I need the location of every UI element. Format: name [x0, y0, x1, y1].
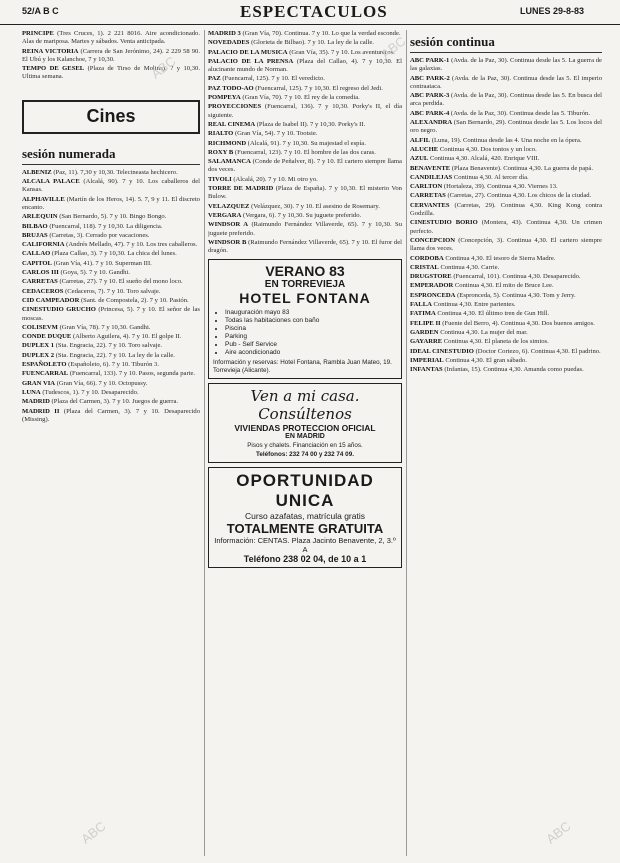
listing-entry: [22, 213, 200, 221]
venue-details: (Gran Vía, 70). Continua. 7 y 10. Lo que la verdad esconde.: [242, 30, 401, 37]
venue-details: Continua 4,30. Al tercer día.: [453, 173, 529, 181]
listing-entry: [208, 158, 402, 175]
listing-entry: [22, 241, 200, 249]
venue-details: (Plaza Callao, 3). 7 y 10,30. La chica del lunes.: [51, 250, 177, 258]
venue-details: (Concepción, 3). Continua 4,30. El cartero siempre llama dos veces.: [410, 236, 602, 253]
listing-entry: [22, 30, 200, 47]
venue-name: CAPITOL: [22, 259, 52, 267]
venue-details: (Alcalá, 91). 7 y 10,30. Su majestad el espía.: [247, 139, 366, 147]
ad-phone: Teléfono 238 02 04, de 10 a 1: [243, 553, 367, 564]
listing-entry: [22, 408, 200, 425]
listing-entry: [410, 329, 602, 337]
venue-details: (Fuencarral, 101). Continua 4,30. Desaparecido.: [453, 273, 581, 281]
venue-name: MADRID II: [22, 407, 60, 415]
venue-name: NOVEDADES: [208, 39, 250, 47]
venue-details: Continua 4,30. La mujer del mar.: [440, 328, 528, 336]
venue-details: (Gran Vía, 70). 7 y 10. El rey de la comedia.: [242, 94, 360, 102]
venue-name: DUPLEX 1: [22, 342, 55, 350]
listing-entry: [410, 282, 602, 290]
venue-details: (Espronceda, 5). Continua 4,30. Tom y Jerry.: [457, 291, 576, 299]
venue-details: (Gran Vía, 78). 7 y 10,30. Gandhi.: [59, 323, 151, 331]
venue-name: PALACIO DE LA PRENSA: [208, 57, 294, 65]
listing-entry: [22, 269, 200, 277]
venue-name: TORRE DE MADRID: [208, 185, 274, 193]
venue-name: ARLEQUIN: [22, 213, 58, 221]
venue-name: FALLA: [410, 301, 432, 309]
venue-name: CEDACEROS: [22, 287, 64, 295]
venue-name: TIVOLI: [208, 175, 232, 183]
venue-name: CERVANTES: [410, 201, 450, 209]
venue-details: (Paz, 11). 7,30 y 10,30. Telecineasta hechicero.: [53, 168, 178, 176]
venue-details: Continua 4,30. Alcalá, 420. Enrique VIII.: [429, 155, 540, 163]
ad-feature: • Pub - Self Service: [225, 341, 397, 349]
venue-details: (Plaza del Callao, 4). 7 y 10,30. El alucinante mundo de Norman.: [208, 57, 402, 74]
venue-name: CONCEPCION: [410, 236, 456, 244]
listing-group-middle: [208, 30, 402, 255]
listing-entry: [410, 219, 602, 236]
listing-entry: [208, 176, 402, 184]
ad-feature-list: [225, 309, 397, 357]
listing-entry: [410, 237, 602, 254]
venue-name: FATIMA: [410, 310, 436, 318]
listing-entry: [410, 292, 602, 300]
venue-name: ALCALA PALACE: [22, 178, 80, 186]
venue-details: (Gran Vía, 66). 7 y 10. Octopussy.: [56, 379, 148, 387]
ad-highlight: TOTALMENTE GRATUITA: [226, 520, 384, 536]
listing-entry: [208, 85, 402, 93]
venue-name: PRINCIPE: [22, 30, 54, 37]
listing-entry: [22, 333, 200, 341]
listing-entry: [22, 278, 200, 286]
venue-name: CARLTON: [410, 183, 443, 191]
page-header: [0, 0, 620, 25]
venue-name: GARDEN: [410, 328, 439, 336]
venue-details: (Raimundo Fernández Villaverde, 65). 7 y 10,30. Su juguete preferido.: [208, 221, 402, 237]
venue-name: MADRID 3: [208, 30, 241, 37]
venue-details: (Alcalá, 20). 7 y 10. Mi otro yo.: [233, 175, 318, 183]
venue-details: (Gran Vía, 54). 7 y 10. Tootsie.: [234, 130, 318, 138]
venue-name: ABC PARK-3: [410, 92, 450, 100]
venue-name: REAL CINEMA: [208, 120, 256, 128]
venue-details: (Princesa, 5). 7 y 10. El señor de las moscas.: [22, 306, 200, 322]
page-date: LUNES 29-8-83: [520, 6, 585, 16]
listing-entry: [208, 140, 402, 148]
venue-name: MADRID: [22, 398, 50, 406]
venue-name: FUENCARRAL: [22, 370, 69, 378]
listing-entry: [22, 342, 200, 350]
ad-subheadline: EN MADRID: [285, 432, 325, 440]
venue-details: (Glorieta de Bilbao). 7 y 10. La ley de la calle.: [251, 39, 374, 47]
listing-entry: [208, 221, 402, 238]
venue-details: Continua 4,30. El último tren de Gun Hill.: [437, 310, 550, 318]
venue-name: VELAZQUEZ: [208, 202, 250, 210]
venue-details: (Sant. de Compostela, 2). 7 y 10. Pasión.: [80, 296, 189, 304]
venue-details: (Plaza del Carmen, 3). 7 y 10. Desaparecido (Missing).: [22, 407, 200, 423]
venue-details: Continua 4,30. Carrie.: [440, 263, 500, 271]
venue-details: (Gran Vía, 35). 7 y 10. Los aventureros.: [289, 48, 395, 56]
venue-details: (Carretas, 3). Cerrado por vacaciones.: [49, 231, 150, 239]
venue-name: CORDOBA: [410, 254, 444, 262]
venue-details: (Conde de Peñalver, 8). 7 y 10. El cartero siempre llama dos veces.: [208, 158, 402, 174]
venue-details: (Fuente del Berro, 4). Continua 4,30. Dos buenos amigos.: [442, 319, 595, 327]
venue-name: CALLAO: [22, 250, 51, 258]
venue-name: PROYECCIONES: [208, 103, 262, 111]
listing-entry: [410, 202, 602, 219]
venue-name: GAYARRE: [410, 338, 443, 346]
venue-details: (Velázquez, 30). 7 y 10. El asesino de Rosemary.: [251, 202, 380, 210]
listing-entry: [410, 137, 602, 145]
ad-feature: • Todas las habitaciones con baño: [225, 317, 397, 325]
ad-feature: • Parking: [225, 333, 397, 341]
listing-entry: [410, 174, 602, 182]
venue-details: (Plaza Benavente). Continua 4,30. La guerra de papá.: [451, 164, 594, 172]
listing-entry: [22, 398, 200, 406]
listing-entry: [208, 75, 402, 83]
venue-name: BENAVENTE: [410, 164, 451, 172]
cines-banner: [22, 100, 200, 134]
listing-entry: [410, 183, 602, 191]
ad-script-text: Ven a mi casa. Consúltenos: [250, 386, 360, 423]
listing-entry: [208, 149, 402, 157]
venue-details: (Plaza de España). 7 y 10,30. El misterio Von Bulow.: [208, 185, 402, 201]
venue-name: POMPEYA: [208, 94, 241, 102]
venue-name: FELIPE II: [410, 319, 441, 327]
venue-details: Continua 4,30. El tesoro de Sierra Madre.: [445, 254, 556, 262]
venue-name: PAZ: [208, 75, 221, 83]
venue-details: (Fuencarral, 123). 7 y 10. El hombre de las dos caras.: [234, 148, 376, 156]
venue-name: CARRETAS: [410, 192, 446, 200]
listing-entry: [208, 58, 402, 75]
listing-entry: [22, 352, 200, 360]
listing-entry: [410, 75, 602, 92]
column-right: [410, 30, 602, 856]
venue-name: CONDE DUQUE: [22, 333, 72, 341]
listing-entry: [208, 212, 402, 220]
venue-details: (Infantas, 15). Continua 4,30. Amanda como puedas.: [444, 366, 584, 374]
venue-name: EMPERADOR: [410, 282, 454, 290]
ad-phone: Teléfonos: 232 74 00 y 232 74 09.: [256, 451, 354, 459]
venue-name: TEMPO DE GESEL: [22, 65, 85, 73]
venue-name: REINA VICTORIA: [22, 47, 79, 55]
listing-entry: [22, 196, 200, 213]
venue-details: (Carretas, 27). Continua 4,30. Los chicos de la ciudad.: [447, 192, 592, 200]
column-left: [22, 30, 200, 856]
listing-entry: [22, 297, 200, 305]
venue-name: PAZ TODO-AO: [208, 84, 254, 92]
venue-name: PALACIO DE LA MUSICA: [208, 48, 288, 56]
venue-name: CINESTUDIO BORIO: [410, 219, 478, 227]
venue-details: (Sta. Engracia, 22). 7 y 10. La ley de la calle.: [55, 351, 175, 359]
watermark: ABC: [378, 33, 409, 62]
ad-feature: • Inauguración mayo 83: [225, 309, 397, 317]
venue-name: BRUJAS: [22, 231, 48, 239]
venue-details: (Españoleto, 6). 7 y 10. Tiburón 3.: [68, 361, 159, 369]
ad-feature: • Aire acondicionado: [225, 349, 397, 357]
listing-entry: [22, 361, 200, 369]
listing-entry: [410, 357, 602, 365]
column-middle: [208, 30, 402, 856]
ad-subheadline: Curso azafatas, matrícula gratis: [245, 510, 365, 521]
venue-details: (Hortaleza, 39). Continua 4,30. Viernes 13.: [443, 183, 558, 191]
cines-title: Cines: [86, 105, 136, 126]
listing-entry: [208, 121, 402, 129]
listing-entry: [410, 338, 602, 346]
ad-headline: VERANO 83: [265, 263, 345, 280]
listing-entry: [410, 366, 602, 374]
listing-entry: [208, 130, 402, 138]
listing-entry: [410, 348, 602, 356]
venue-name: COLISEVM: [22, 323, 58, 331]
listing-entry: [22, 260, 200, 268]
venue-name: SALAMANCA: [208, 158, 251, 166]
watermark: ABC: [148, 53, 179, 82]
venue-details: (Raimundo Fernández Villaverde, 65). 7 y 10. El furor del dragón.: [208, 238, 402, 255]
venue-name: CANDILEJAS: [410, 173, 453, 181]
listing-entry: [22, 288, 200, 296]
listing-entry: [208, 239, 402, 256]
venue-details: (San Bernardo, 29). Continua desde las 5. Los locos del oro negro.: [410, 119, 602, 135]
venue-details: (Vergara, 6). 7 y 10,30. Su juguete preferido.: [243, 211, 362, 219]
listing-entry: [22, 178, 200, 195]
ad-viviendas: [208, 383, 402, 463]
ad-info: Información: CENTAS. Plaza Jacinto Benavente, 2, 3.º A: [214, 535, 396, 554]
listing-entry: [208, 30, 402, 38]
ad-subheadline: EN TORREVIEJA: [264, 279, 346, 291]
venue-details: (Avda. de la Paz, 30). Continua desde las 5. Tiburón.: [450, 109, 590, 117]
venue-name: CARRETAS: [22, 278, 58, 286]
listing-entry: [410, 192, 602, 200]
venue-details: (Fuencarral, 125). 7 y 10. El veredicto.: [222, 75, 325, 83]
venue-details: (Martín de los Heros, 14). 5. 7, 9 y 11. El discreto encanto.: [22, 195, 200, 211]
page-reference: 52/A B C: [22, 6, 59, 16]
venue-name: CRISTAL: [410, 263, 439, 271]
listing-entry: [208, 49, 402, 57]
venue-details: (Goya, 5). 7 y 10. Gandhi.: [60, 269, 130, 277]
venue-name: CARLOS III: [22, 269, 59, 277]
listing-entry: [410, 155, 602, 163]
venue-name: ESPAÑOLETO: [22, 361, 67, 369]
venue-name: DUPLEX 2: [22, 351, 55, 359]
listing-entry: [208, 203, 402, 211]
listing-entry: [410, 110, 602, 118]
ad-details: Pisos y chalets. Financiación en 15 años.: [247, 441, 363, 449]
listing-entry: [22, 370, 200, 378]
venue-details: (Fuencarral, 136). 7 y 10,30. Porky's II, el día siguiente.: [208, 103, 402, 119]
listing-entry: [208, 103, 402, 120]
watermark: ABC: [543, 818, 574, 847]
venue-name: CID CAMPEADOR: [22, 296, 80, 304]
venue-details: (Tudescos, 1). 7 y 10. Desaparecido.: [42, 388, 139, 396]
venue-details: Continua 4,30. Dos tontos y un loco.: [439, 145, 537, 153]
listing-entry: [410, 255, 602, 263]
ad-feature: • Piscina: [225, 325, 397, 333]
venue-name: WINDSOR B: [208, 238, 247, 246]
listing-entry: [410, 301, 602, 309]
venue-details: (Cedaceros, 7). 7 y 10. Toro salvaje.: [65, 287, 161, 295]
listing-entry: [22, 169, 200, 177]
venue-name: ALBENIZ: [22, 168, 52, 176]
listing-entry: [410, 310, 602, 318]
ad-headline: OPORTUNIDAD UNICA: [236, 470, 374, 510]
venue-name: ALPHAVILLE: [22, 195, 65, 203]
venue-details: (Avda. de la Paz, 30). Continua desde las 5. El imperio contraataca.: [410, 74, 602, 90]
venue-details: Continua 4,30. El gran sábado.: [445, 356, 527, 364]
listing-entry: [208, 39, 402, 47]
venue-details: (Avda. de la Paz, 30). Continua desde las 5. En busca del arca perdida.: [410, 92, 602, 108]
listing-entry: [208, 185, 402, 202]
section-title: ESPECTACULOS: [240, 2, 388, 21]
listing-entry: [410, 92, 602, 109]
venue-name: IMPERIAL: [410, 356, 444, 364]
venue-details: (Plaza de Isabel II). 7 y 10,30. Porky's II.: [256, 120, 366, 128]
listing-entry: [22, 324, 200, 332]
venue-details: (Carretas, 29). Continua 4,30. King Kong contra Godzilla.: [410, 201, 602, 218]
venue-name: AZUL: [410, 155, 429, 163]
venue-details: Continua 4,30. El mito de Bruce Lee.: [454, 282, 554, 290]
venue-details: (Carretas, 27). 7 y 10. El sueño del mono loco.: [59, 278, 183, 286]
venue-details: (Gran Vía, 41). 7 y 10. Superman III.: [53, 259, 152, 267]
venue-details: (Alcalá, 90). 7 y 10. Los caballeros del Kansas.: [22, 178, 200, 194]
listing-group-numerada: [22, 169, 200, 424]
venue-details: (Andrés Mellado, 47). 7 y 10. Los tres caballeros.: [66, 241, 198, 249]
venue-name: ALEXANDRA: [410, 119, 453, 127]
listing-entry: [410, 273, 602, 281]
listing-entry: [410, 119, 602, 136]
ad-hotel-name: HOTEL FONTANA: [239, 290, 371, 307]
listing-entry: [22, 250, 200, 258]
venue-details: (Alberto Aguilera, 4). 7 y 10. El golpe II.: [72, 333, 182, 341]
venue-details: (Carrera de San Jerónimo, 24). 2 229 58 90. El Ubú y los Kalanchoe, 7 y 10,30.: [22, 47, 200, 63]
listing-entry: [22, 223, 200, 231]
venue-name: CINESTUDIO GRUCHO: [22, 306, 96, 314]
venue-name: RIALTO: [208, 130, 234, 138]
watermark: ABC: [78, 818, 109, 847]
venue-details: (Montera, 43). Continua 4,30. Un crimen perfecto.: [410, 219, 602, 235]
venue-name: ABC PARK-2: [410, 74, 450, 82]
venue-details: (Fuencarral, 125). 7 y 10,30. El regreso del Jedi.: [255, 84, 383, 92]
ad-footer: Información y reservas: Hotel Fontana, Rambla Juan Mateo, 19. Torrevieja (Alicante).: [213, 359, 392, 375]
venue-details: (Plaza del Carmen, 3). 7 y 10. Juegos de guerra.: [51, 398, 179, 406]
listing-entry: [410, 320, 602, 328]
listing-entry: [410, 264, 602, 272]
venue-name: INFANTAS: [410, 366, 443, 374]
venue-name: RICHMOND: [208, 139, 247, 147]
venue-name: ABC PARK-4: [410, 109, 450, 117]
venue-name: VERGARA: [208, 211, 242, 219]
section-heading-numerada: sesión numerada: [22, 146, 200, 165]
listing-entry: [410, 146, 602, 154]
venue-details: (Tres Cruces, 1). 2 221 8016. Aire acondicionado. Alas de mariposa. Martes y sábados. Venta anticipada.: [22, 30, 200, 46]
venue-name: BILBAO: [22, 222, 48, 230]
venue-details: (Fuencarral, 133). 7 y 10. Pasos, segunda parte.: [69, 370, 196, 378]
venue-name: GRAN VIA: [22, 379, 56, 387]
venue-details: (Fuencarral, 118). 7 y 10,30. La diligencia.: [49, 222, 163, 230]
venue-name: ALUCHE: [410, 145, 439, 153]
listing-entry: [22, 306, 200, 323]
venue-name: ABC PARK-1: [410, 57, 450, 64]
listing-entry: [22, 380, 200, 388]
listing-entry: [22, 232, 200, 240]
venue-details: (Luna, 19). Continua desde las 4. Una noche en la ópera.: [431, 136, 582, 144]
venue-name: WINDSOR A: [208, 221, 249, 229]
listing-entry: [22, 389, 200, 397]
venue-name: ESPRONCEDA: [410, 291, 456, 299]
venue-details: (Sta. Engracia, 22). 7 y 10. Toro salvaje.: [55, 342, 163, 350]
venue-details: Continua 4,30. Entre parientes.: [433, 301, 516, 309]
listing-group-continua: [410, 57, 602, 374]
venue-name: LUNA: [22, 388, 41, 396]
listing-entry: [410, 57, 602, 74]
listing-entry: [410, 165, 602, 173]
ad-hotel-fontana: [208, 259, 402, 378]
column-rule: [406, 30, 407, 856]
ad-headline: VIVIENDAS PROTECCION OFICIAL: [234, 422, 376, 433]
venue-name: ALFIL: [410, 136, 431, 144]
venue-name: ROXY B: [208, 148, 234, 156]
ad-oportunidad: [208, 467, 402, 568]
venue-details: Continua 4,30. El planeta de los simios.: [443, 338, 549, 346]
venue-details: (Plaza de Tirso de Molina). 7 y 10,30. Ultima semana.: [22, 65, 200, 81]
venue-details: (San Bernardo, 5). 7 y 10. Bingo Bongo.: [59, 213, 167, 221]
venue-name: DRUGSTORE: [410, 273, 452, 281]
venue-name: IDEAL CINESTUDIO: [410, 347, 474, 355]
venue-details: (Avda. de la Paz, 30). Continua desde las 5. La guerra de las galaxias.: [410, 57, 602, 73]
section-heading-continua: sesión continua: [410, 34, 602, 53]
listing-group-top: [22, 30, 200, 82]
listing-entry: [208, 94, 402, 102]
column-rule: [204, 30, 205, 856]
venue-details: (Doctor Cortezo, 6). Continua 4,30. El padrino.: [475, 347, 601, 355]
venue-name: CALIFORNIA: [22, 241, 65, 249]
